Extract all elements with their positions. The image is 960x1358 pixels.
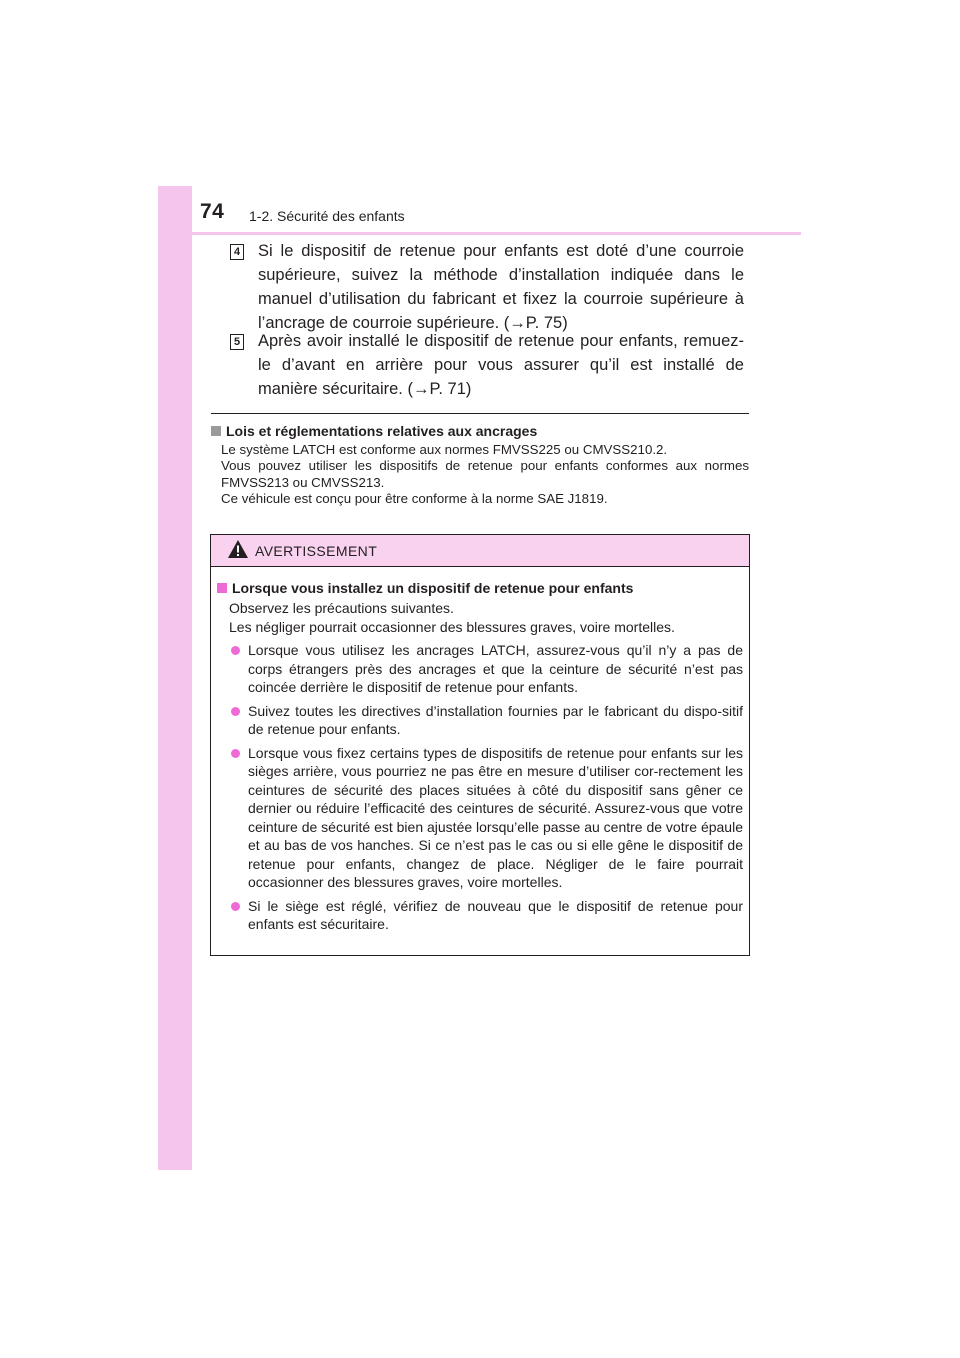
step-number: 4 xyxy=(230,244,244,260)
bullet-text: Suivez toutes les directives d’installation fournies par le fabricant du dispo-sitif de retenue pour enfants. xyxy=(248,702,743,737)
intro-line: Observez les précautions suivantes. xyxy=(229,600,454,616)
bullet-text: Lorsque vous fixez certains types de dispositifs de retenue pour enfants sur les sièges arrière, vous pourriez ne pas être en mesure d’utiliser cor-rectement les ceintures de sécurité des places situées à côté du dispositif sans gêner ce dernier ou réduire l’efficacité des ceintures de sécurité. Assurez-vous que votre ceinture de sécurité est bien ajustée lorsqu’elle passe au centre de votre épaule et au bas de vos hanches. Si ce n’est pas le cas ou si elle gêne le dispositif de retenue pour enfants, changez de place. Négliger de le faire pourrait occasionner des blessures graves, voire mortelles. xyxy=(248,744,743,890)
page-number: 74 xyxy=(200,200,225,223)
note-title: Lois et réglementations relatives aux ancrages xyxy=(226,423,538,439)
note-line: Vous pouvez utiliser les dispositifs de retenue pour enfants conformes aux normes FMVSS213 ou CMVSS213. xyxy=(221,458,749,490)
warning-body xyxy=(211,567,749,934)
warning-label: AVERTISSEMENT xyxy=(255,543,378,559)
warning-intro xyxy=(229,599,743,636)
sidebar-tab xyxy=(158,186,192,1170)
step-text: Après avoir installé le dispositif de retenue pour enfants, remuez-le d’avant en arrière pour vous assurer qu’il est installé de manière sécuritaire. (→P. 71) xyxy=(258,332,744,398)
warning-bullet xyxy=(231,641,743,697)
square-bullet-icon xyxy=(211,426,221,436)
warning-heading xyxy=(217,578,743,598)
square-bullet-icon xyxy=(217,583,227,593)
bullet-text: Si le siège est réglé, vérifiez de nouveau que le dispositif de retenue pour enfants est sécuritaire. xyxy=(248,897,743,932)
note-block xyxy=(211,421,749,507)
bullet-dot-icon xyxy=(231,749,240,758)
section-title: 1-2. Sécurité des enfants xyxy=(249,208,405,224)
bullet-dot-icon xyxy=(231,646,240,655)
bullet-dot-icon xyxy=(231,902,240,911)
note-line: Le système LATCH est conforme aux normes FMVSS225 ou CMVSS210.2. xyxy=(221,442,668,457)
bullet-dot-icon xyxy=(231,707,240,716)
section-divider xyxy=(211,413,749,414)
step-text: Si le dispositif de retenue pour enfants est doté d’une courroie supérieure, suivez la méthode d’installation indiquée dans le manuel d’utilisation du fabricant et fixez la courroie supérieure à l’ancrage de courroie supérieure. (→P. 75) xyxy=(258,242,744,332)
step-4 xyxy=(230,239,744,335)
note-body xyxy=(221,442,749,507)
step-5 xyxy=(230,329,744,401)
bullet-text: Lorsque vous utilisez les ancrages LATCH, assurez-vous qu’il n’y a pas de corps étrangers près des ancrages et que la ceinture de sécurité n’est pas coincée derrière le dispositif de retenue pour enfants. xyxy=(248,642,743,695)
step-number: 5 xyxy=(230,334,244,350)
warning-title: Lorsque vous installez un dispositif de retenue pour enfants xyxy=(232,580,634,596)
warning-bullet xyxy=(231,897,743,934)
warning-triangle-icon xyxy=(227,539,249,559)
warning-bullet xyxy=(231,744,743,892)
intro-line: Les négliger pourrait occasionner des blessures graves, voire mortelles. xyxy=(229,618,675,635)
note-line: Ce véhicule est conçu pour être conforme à la norme SAE J1819. xyxy=(221,490,608,506)
warning-bullet xyxy=(231,702,743,739)
warning-box xyxy=(210,534,750,956)
header-rule xyxy=(192,232,801,235)
warning-header xyxy=(211,535,749,567)
note-heading xyxy=(211,421,749,441)
